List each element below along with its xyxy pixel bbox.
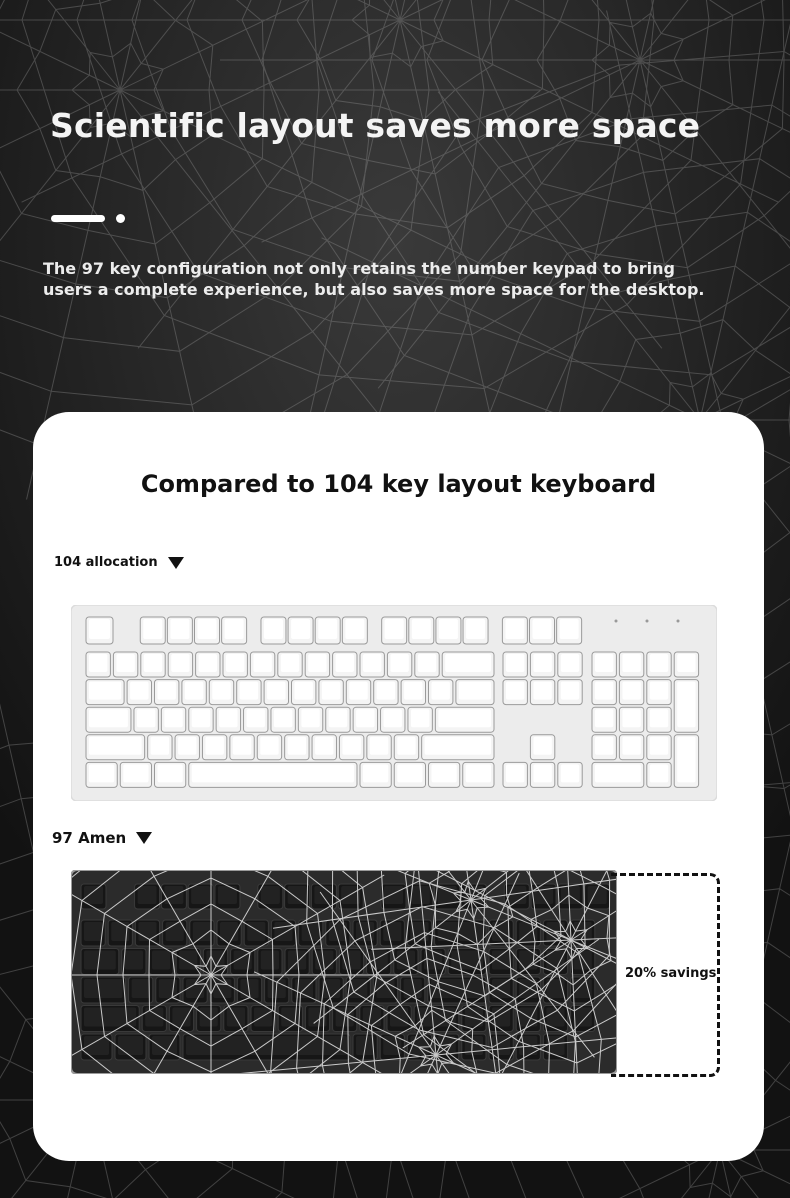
- label-97-text: 97 Amen: [52, 829, 127, 847]
- hero-description-line-2: users a complete experience, but also saves more space for the desktop.: [43, 280, 705, 299]
- comparison-card: [33, 412, 764, 1161]
- hero-description: [43, 258, 705, 300]
- savings-label: 20% savings: [625, 966, 717, 981]
- label-104-allocation: [54, 555, 184, 570]
- indicator-dot: [116, 214, 125, 223]
- hero-description-line-1: The 97 key configuration not only retains the number keypad to bring: [43, 259, 675, 278]
- keyboard-104-image: [71, 605, 717, 801]
- label-104-text: 104 allocation: [54, 555, 158, 570]
- indicator-active-bar: [51, 215, 105, 222]
- hero-title: Scientific layout saves more space: [50, 106, 701, 145]
- label-97-amen: [52, 829, 152, 847]
- keyboard-97-image: [71, 870, 617, 1074]
- comparison-title: Compared to 104 key layout keyboard: [140, 470, 657, 498]
- triangle-down-icon: [136, 832, 152, 844]
- triangle-down-icon: [168, 557, 184, 569]
